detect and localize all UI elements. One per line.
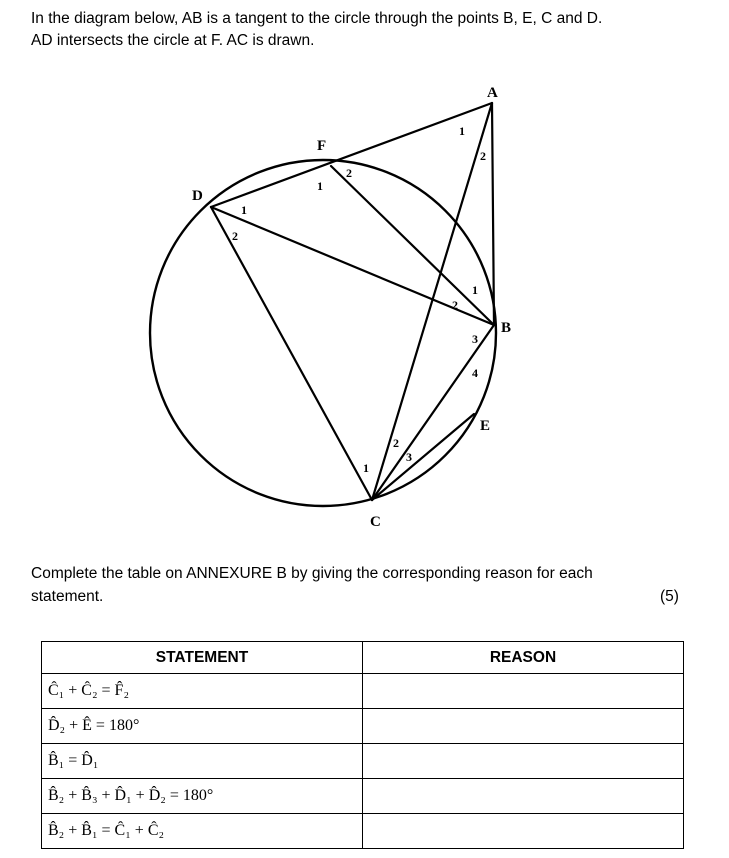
point-label-b: B [501, 320, 512, 336]
angle-label-b2: 2 [452, 298, 458, 312]
angle-label-c2: 2 [393, 436, 399, 450]
statement-header: STATEMENT [42, 642, 363, 674]
table-row [42, 709, 684, 744]
reason-header: REASON [363, 642, 684, 674]
table-header-row [42, 642, 684, 674]
table-row [42, 674, 684, 709]
angle-label-d1: 1 [241, 203, 247, 217]
angle-label-f1: 1 [317, 179, 323, 193]
statement-cell: D̂₂ + Ê = 180° [42, 709, 363, 744]
answer-table [41, 641, 684, 849]
intro-line-2: AD intersects the circle at F. AC is drawn. [31, 32, 315, 49]
statement-cell: B̂₁ = D̂₁ [42, 744, 363, 779]
angle-label-a2: 2 [480, 149, 486, 163]
angle-label-f2: 2 [346, 166, 352, 180]
angle-label-d2: 2 [232, 229, 238, 243]
table-row [42, 779, 684, 814]
angle-label-b3: 3 [472, 332, 478, 346]
reason-cell[interactable] [363, 674, 684, 709]
point-label-d: D [192, 188, 203, 204]
point-label-e: E [480, 418, 491, 434]
statement-cell: Ĉ₁ + Ĉ₂ = F̂₂ [42, 674, 363, 709]
angle-label-a1: 1 [459, 124, 465, 138]
line-ad [211, 103, 492, 207]
reason-cell[interactable] [363, 744, 684, 779]
angle-label-b4: 4 [472, 366, 478, 380]
line-ab [492, 103, 494, 325]
point-label-a: A [487, 85, 498, 101]
point-label-c: C [370, 514, 381, 530]
marks-label: (5) [660, 588, 679, 605]
line-fb [331, 166, 494, 325]
angle-label-b1: 1 [472, 283, 478, 297]
reason-cell[interactable] [363, 779, 684, 814]
line-ac [372, 103, 492, 500]
angle-label-c3: 3 [406, 450, 412, 464]
table-row [42, 814, 684, 849]
reason-cell[interactable] [363, 709, 684, 744]
circle [150, 160, 496, 506]
instruction-text: Complete the table on ANNEXURE B by giving the corresponding reason for each statement. [31, 565, 593, 605]
reason-cell[interactable] [363, 814, 684, 849]
line-dc [211, 207, 372, 500]
statement-cell: B̂₂ + B̂₁ = Ĉ₁ + Ĉ₂ [42, 814, 363, 849]
intro-line-1: In the diagram below, AB is a tangent to the circle through the points B, E, C and D. [31, 10, 603, 27]
statement-cell: B̂₂ + B̂₃ + D̂₁ + D̂₂ = 180° [42, 779, 363, 814]
angle-label-c1: 1 [363, 461, 369, 475]
table-row [42, 744, 684, 779]
point-label-f: F [317, 138, 327, 154]
